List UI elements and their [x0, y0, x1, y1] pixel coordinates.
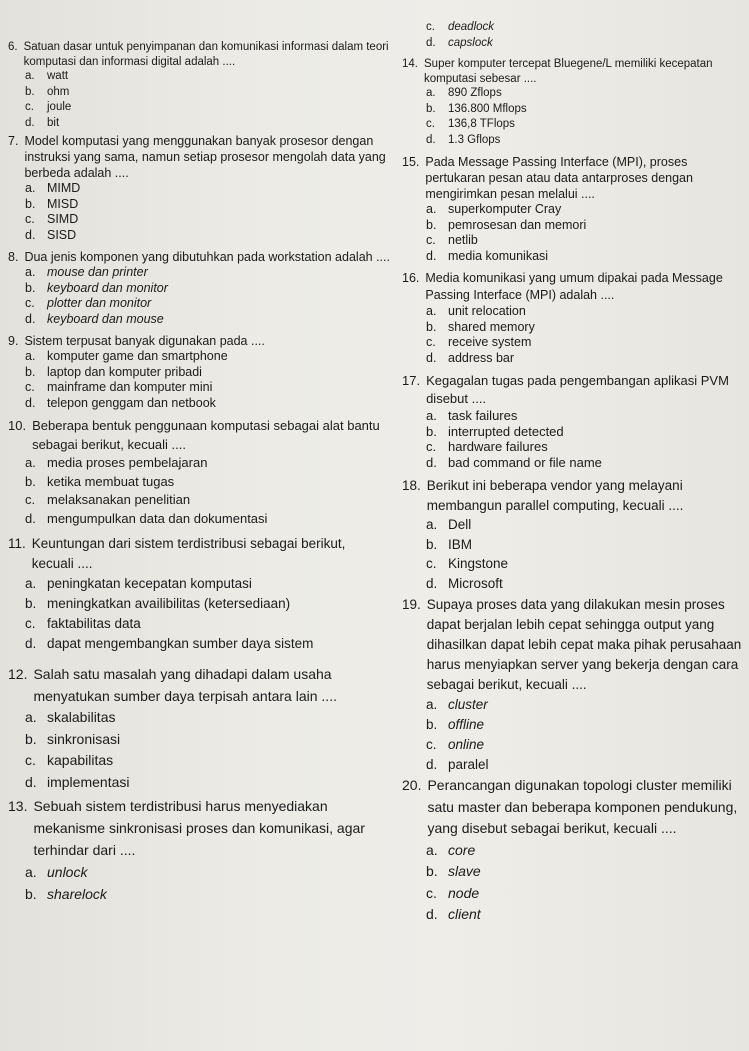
option-d: d. client: [426, 906, 481, 922]
option-a: a. media proses pembelajaran: [25, 455, 208, 470]
question-text: Berikut ini beberapa vendor yang melayani membangun parallel computing, kecuali ....: [426, 478, 684, 513]
option-a: a. 890 Zflops: [426, 87, 502, 99]
option-b: b. 136.800 Mflops: [426, 102, 527, 115]
option-c: c. joule: [25, 101, 72, 113]
option-c: c. SIMD: [25, 212, 79, 226]
option-a: a. Dell: [426, 517, 472, 532]
option-b: b. laptop dan komputer pribadi: [25, 364, 202, 379]
question-number: 16.: [402, 271, 420, 285]
option-d: d. bad command or file name: [426, 454, 602, 470]
option-b: b. pemrosesan dan memori: [426, 217, 587, 232]
question-text: Salah satu masalah yang dihadapi dalam usaha menyatukan sumber daya terpisah antara lain ....: [33, 666, 337, 704]
question-20: [402, 775, 747, 926]
option-c: c. online: [426, 737, 485, 752]
option-b: b. keyboard dan monitor: [25, 280, 168, 295]
question-text: Perancangan digunakan topologi cluster memiliki satu master dan beberapa komponen pendukung, yang disebut sebagai berikut, kecuali ....: [427, 777, 738, 836]
option-b: b. interrupted detected: [426, 423, 564, 439]
option-a: a. MIMD: [25, 181, 81, 195]
option-b: b. offline: [426, 717, 485, 732]
option-b: b. IBM: [426, 536, 473, 552]
question-number: 12.: [8, 666, 28, 682]
option-a: a. cluster: [426, 697, 488, 712]
question-14: [402, 57, 747, 148]
question-number: 6.: [8, 41, 18, 53]
question-11: [8, 534, 390, 654]
question-text: Sebuah sistem terdistribusi harus menyediakan mekanisme sinkronisasi proses dan komunikasi, agar terhindar dari ....: [33, 798, 365, 858]
question-text: Satuan dasar untuk penyimpanan dan komunikasi informasi dalam teori komputasi dan informasi digital adalah ....: [23, 41, 389, 68]
right-column: [402, 20, 747, 926]
question-text: Super komputer tercepat Bluegene/L memiliki kecepatan komputasi sebesar ....: [424, 58, 713, 85]
question-number: 10.: [8, 418, 27, 433]
option-d: d. media komunikasi: [426, 248, 549, 263]
question-7: [8, 133, 390, 243]
question-16: [402, 270, 747, 366]
option-b: b. shared memory: [426, 319, 535, 334]
option-a: a. watt: [25, 70, 69, 82]
question-number: 20.: [402, 777, 422, 793]
option-c: c. netlib: [426, 233, 478, 247]
option-c: c. hardware failures: [426, 439, 548, 454]
question-9: [8, 333, 390, 411]
option-d: d. paralel: [426, 757, 489, 772]
option-c: c. Kingstone: [426, 556, 509, 571]
option-c: c. faktabilitas data: [25, 616, 141, 631]
question-number: 9.: [8, 334, 19, 348]
option-d: d. 1.3 Gflops: [426, 133, 501, 146]
option-b: b. ohm: [25, 85, 70, 98]
question-18: [402, 476, 747, 593]
question-text: Kegagalan tugas pada pengembangan aplikasi PVM disebut ....: [426, 373, 729, 406]
option-c: c. receive system: [426, 335, 532, 349]
option-d: d. mengumpulkan data dan dokumentasi: [25, 510, 268, 526]
question-number: 18.: [402, 478, 421, 493]
option-b: b. ketika membuat tugas: [25, 473, 175, 489]
question-13: [8, 795, 390, 905]
question-text: Beberapa bentuk penggunaan komputasi sebagai alat bantu sebagai berikut, kecuali ....: [32, 418, 380, 452]
question-text: Model komputasi yang menggunakan banyak prosesor dengan instruksi yang sama, namun setiap prosesor mengolah data yang berbeda adalah ....: [24, 134, 386, 180]
question-17: [402, 372, 747, 470]
option-d: d. implementasi: [25, 773, 130, 790]
option-a: a. task failures: [426, 408, 518, 423]
question-number: 15.: [402, 155, 420, 169]
option-c: c. deadlock: [426, 21, 495, 33]
option-b: b. meningkatkan availibilitas (ketersediaan): [25, 596, 291, 611]
question-number: 13.: [8, 798, 28, 814]
question-15: [402, 154, 747, 264]
question-number: 14.: [402, 58, 418, 70]
left-column: [8, 40, 390, 905]
question-19: [402, 595, 747, 775]
option-b: b. sinkronisasi: [25, 730, 121, 747]
option-a: a. core: [426, 841, 476, 858]
option-a: a. mouse dan printer: [25, 265, 148, 279]
option-b: b. slave: [426, 863, 481, 879]
option-d: d. keyboard dan mouse: [25, 311, 164, 326]
question-10: [8, 417, 390, 528]
option-c: c. plotter dan monitor: [25, 296, 152, 310]
question-text: Dua jenis komponen yang dibutuhkan pada workstation adalah ....: [24, 250, 390, 264]
option-c: c. mainframe dan komputer mini: [25, 380, 213, 394]
option-d: d. dapat mengembangkan sumber daya sistem: [25, 636, 314, 651]
option-d: d. address bar: [426, 350, 515, 365]
question-13-continued: [402, 20, 747, 51]
option-a: a. peningkatan kecepatan komputasi: [25, 576, 252, 591]
question-number: 11.: [8, 536, 26, 551]
question-text: Supaya proses data yang dilakukan mesin proses dapat berjalan lebih cepat sehingga output yang dihasilkan dapat lebih cepat maka pihak perusahaan harus menyiapkan server yang bekerja dengan cara sebagai berikut, kecuali ....: [426, 597, 742, 692]
question-8: [8, 249, 390, 327]
question-number: 8.: [8, 250, 19, 264]
question-text: Sistem terpusat banyak digunakan pada ....: [24, 334, 265, 348]
option-d: d. Microsoft: [426, 575, 503, 591]
option-c: c. 136,8 TFlops: [426, 118, 515, 130]
question-number: 7.: [8, 134, 19, 148]
option-a: a. unit relocation: [426, 304, 526, 318]
question-6: [8, 40, 390, 131]
question-text: Pada Message Passing Interface (MPI), proses pertukaran pesan atau data antarproses dengan mengirimkan pesan melalui ....: [425, 155, 693, 201]
option-d: d. telepon genggam dan netbook: [25, 395, 216, 410]
option-b: b. MISD: [25, 196, 79, 211]
option-b: b. sharelock: [25, 886, 107, 902]
question-text: Keuntungan dari sistem terdistribusi sebagai berikut, kecuali ....: [31, 536, 346, 571]
option-d: d. capslock: [426, 36, 493, 49]
option-a: a. unlock: [25, 864, 88, 880]
question-number: 19.: [402, 597, 421, 612]
option-a: a. skalabilitas: [25, 709, 116, 725]
option-d: d. SISD: [25, 227, 77, 242]
option-c: c. melaksanakan penelitian: [25, 492, 191, 507]
option-c: c. node: [426, 884, 480, 901]
option-a: a. komputer game dan smartphone: [25, 349, 228, 363]
question-12: [8, 664, 390, 793]
option-d: d. bit: [25, 116, 60, 129]
option-a: a. superkomputer Cray: [426, 202, 562, 216]
option-c: c. kapabilitas: [25, 752, 114, 768]
question-text: Media komunikasi yang umum dipakai pada Message Passing Interface (MPI) adalah ....: [425, 271, 723, 302]
question-number: 17.: [402, 373, 421, 388]
